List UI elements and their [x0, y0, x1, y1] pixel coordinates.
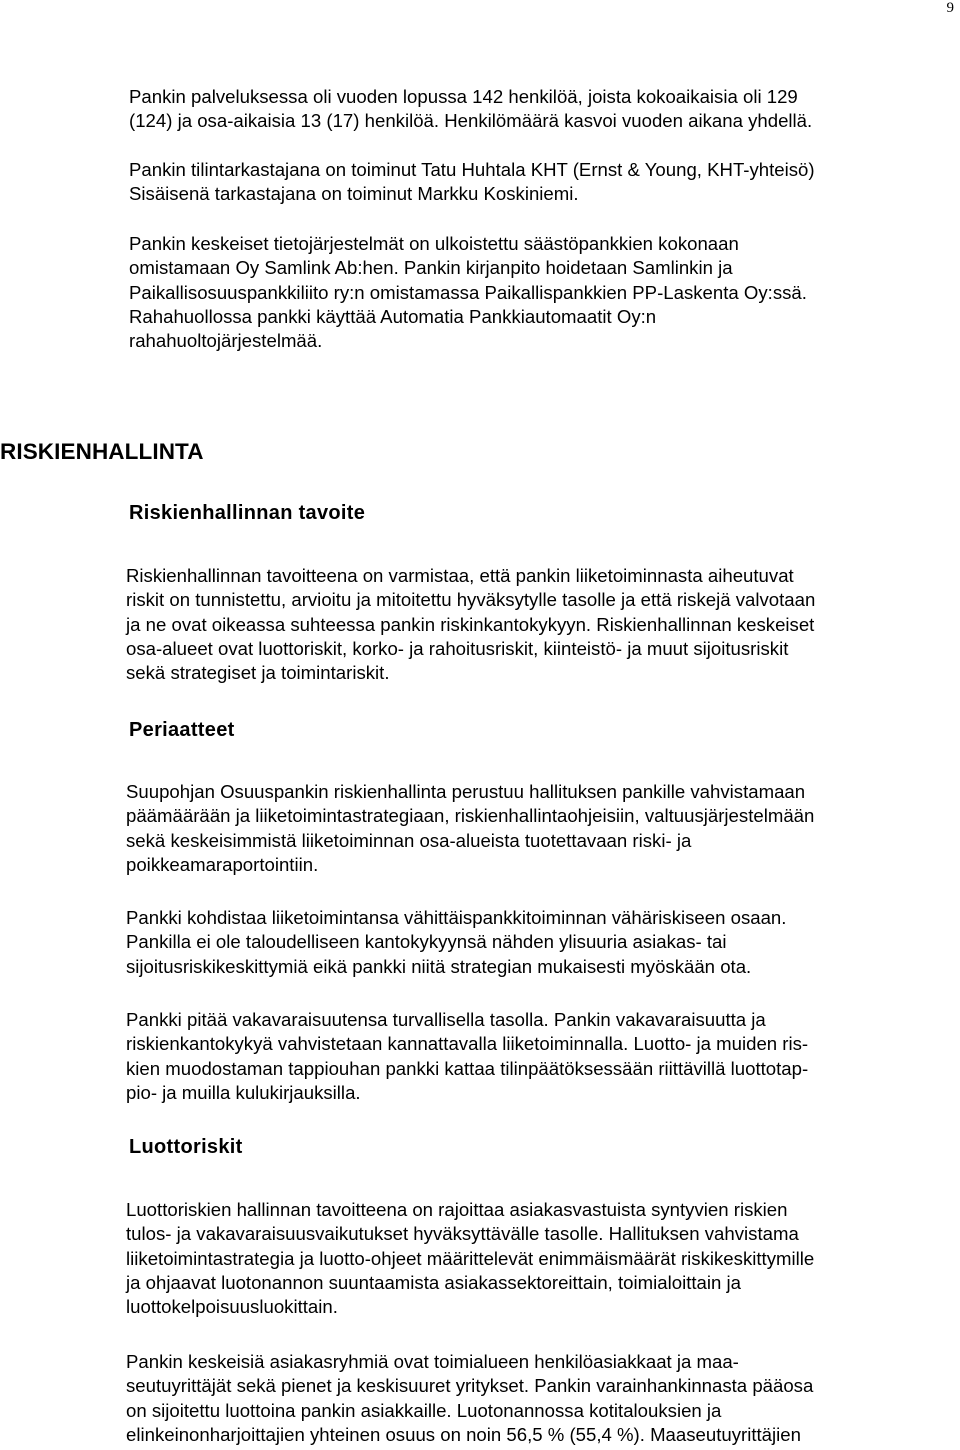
text-line: Luottoriskien hallinnan tavoitteena on rajoittaa asiakasvastuista syntyvien riskien: [126, 1199, 788, 1220]
text-line: Suupohjan Osuuspankin riskienhallinta perustuu hallituksen pankille vahvistamaan: [126, 781, 806, 802]
text-line: sekä strategiset ja toimintariskit.: [126, 662, 390, 684]
credit-risk-paragraph-2: [126, 1350, 813, 1447]
text-line: on sijoitettu luottoina pankin asiakkaille. Luotonannossa kotitalouksien ja: [126, 1399, 722, 1421]
text-line: Pankki pitää vakavaraisuutensa turvallisella tasolla. Pankin vakavaraisuutta ja: [126, 1009, 766, 1030]
text-line: poikkeamaraportointiin.: [126, 853, 319, 875]
page-number: 9: [946, 0, 954, 16]
text-line: omistamaan Oy Samlink Ab:hen. Pankin kirjanpito hoidetaan Samlinkin ja: [129, 257, 733, 279]
text-line: sijoitusriskikeskittymiä eikä pankki niitä strategian mukaisesti myöskään ota.: [126, 955, 752, 977]
text-line: ja ohjaavat luotonannon suuntaamista asiakassektoreittain, toimialoittain ja: [126, 1271, 742, 1293]
principles-paragraph-3: [126, 1008, 808, 1105]
text-line: kien muodostaman tappiouhan pankki kattaa tilinpäätöksessään riittävillä luottotap-: [126, 1057, 809, 1079]
text-line: (124) ja osa-aikaisia 13 (17) henkilöä. Henkilömäärä kasvoi vuoden aikana yhdellä.: [129, 110, 813, 132]
text-line: rahahuoltojärjestelmää.: [129, 330, 323, 352]
text-line: päämäärään ja liiketoimintastrategiaan, riskienhallintaohjeisiin, valtuusjärjestelmään: [126, 805, 815, 827]
text-line: Pankin keskeisiä asiakasryhmiä ovat toimialueen henkilöasiakkaat ja maa-: [126, 1351, 739, 1372]
section-heading-riskienhallinta: RISKIENHALLINTA: [0, 439, 204, 464]
text-line: osa-alueet ovat luottoriskit, korko- ja rahoitusriskit, kiinteistö- ja muut sijoitusriskit: [126, 637, 789, 659]
subheading-riskienhallinnan-tavoite: Riskienhallinnan tavoite: [129, 502, 366, 524]
text-line: Pankki kohdistaa liiketoimintansa vähittäispankkitoiminnan vähäriskiseen osaan.: [126, 907, 787, 928]
principles-paragraph-2: [126, 906, 786, 979]
text-line: seutuyrittäjät sekä pienet ja keskisuuret yritykset. Pankin varainhankinnasta pääosa: [126, 1375, 814, 1397]
text-line: Pankin palveluksessa oli vuoden lopussa 142 henkilöä, joista kokoaikaisia oli 129: [129, 86, 798, 107]
auditor-paragraph: [129, 158, 815, 207]
text-line: Pankilla ei ole taloudelliseen kantokykyynsä nähden ylisuuria asiakas- tai: [126, 931, 727, 953]
text-line: Pankin tilintarkastajana on toiminut Tatu Huhtala KHT (Ernst & Young, KHT-yhteisö): [129, 159, 815, 180]
text-line: elinkeinonharjoittajien yhteinen osuus on noin 56,5 % (55,4 %). Maaseutuyrittäjien: [126, 1423, 801, 1445]
risk-management-goal-paragraph: [126, 564, 815, 685]
staff-paragraph: [129, 85, 812, 134]
text-line: Riskienhallinnan tavoitteena on varmistaa, että pankin liiketoiminnasta aiheutuvat: [126, 565, 794, 586]
text-line: sekä keskeisimmistä liiketoiminnan osa-alueista tuotettavaan riski- ja: [126, 829, 692, 851]
it-systems-paragraph: [129, 232, 807, 353]
text-line: ja ne ovat oikeassa suhteessa pankin riskinkantokykyyn. Riskienhallinnan keskeiset: [126, 613, 815, 635]
subheading-periaatteet: Periaatteet: [129, 719, 235, 741]
text-line: Pankin keskeiset tietojärjestelmät on ulkoistettu säästöpankkien kokonaan: [129, 233, 739, 254]
text-line: Paikallisosuuspankkiliito ry:n omistamassa Paikallispankkien PP-Laskenta Oy:ssä.: [129, 281, 807, 303]
text-line: liiketoimintastrategia ja luotto-ohjeet määrittelevät enimmäismäärät riskikeskittymille: [126, 1247, 815, 1269]
text-line: riskit on tunnistettu, arvioitu ja mitoitettu hyväksytylle tasolle ja että riskejä valvotaan: [126, 589, 816, 611]
text-line: Sisäisenä tarkastajana on toiminut Markku Koskiniemi.: [129, 183, 579, 205]
text-line: tulos- ja vakavaraisuusvaikutukset hyväksyttävälle tasolle. Hallituksen vahvistama: [126, 1223, 799, 1245]
text-line: pio- ja muilla kulukirjauksilla.: [126, 1081, 361, 1103]
credit-risk-paragraph-1: [126, 1198, 814, 1319]
principles-paragraph-1: [126, 780, 814, 877]
subheading-luottoriskit: Luottoriskit: [129, 1136, 243, 1158]
text-line: riskienkantokykyä vahvistetaan kannattavalla liiketoiminnalla. Luotto- ja muiden ris-: [126, 1033, 809, 1055]
text-line: Rahahuollossa pankki käyttää Automatia Pankkiautomaatit Oy:n: [129, 305, 657, 327]
text-line: luottokelpoisuusluokittain.: [126, 1296, 338, 1318]
